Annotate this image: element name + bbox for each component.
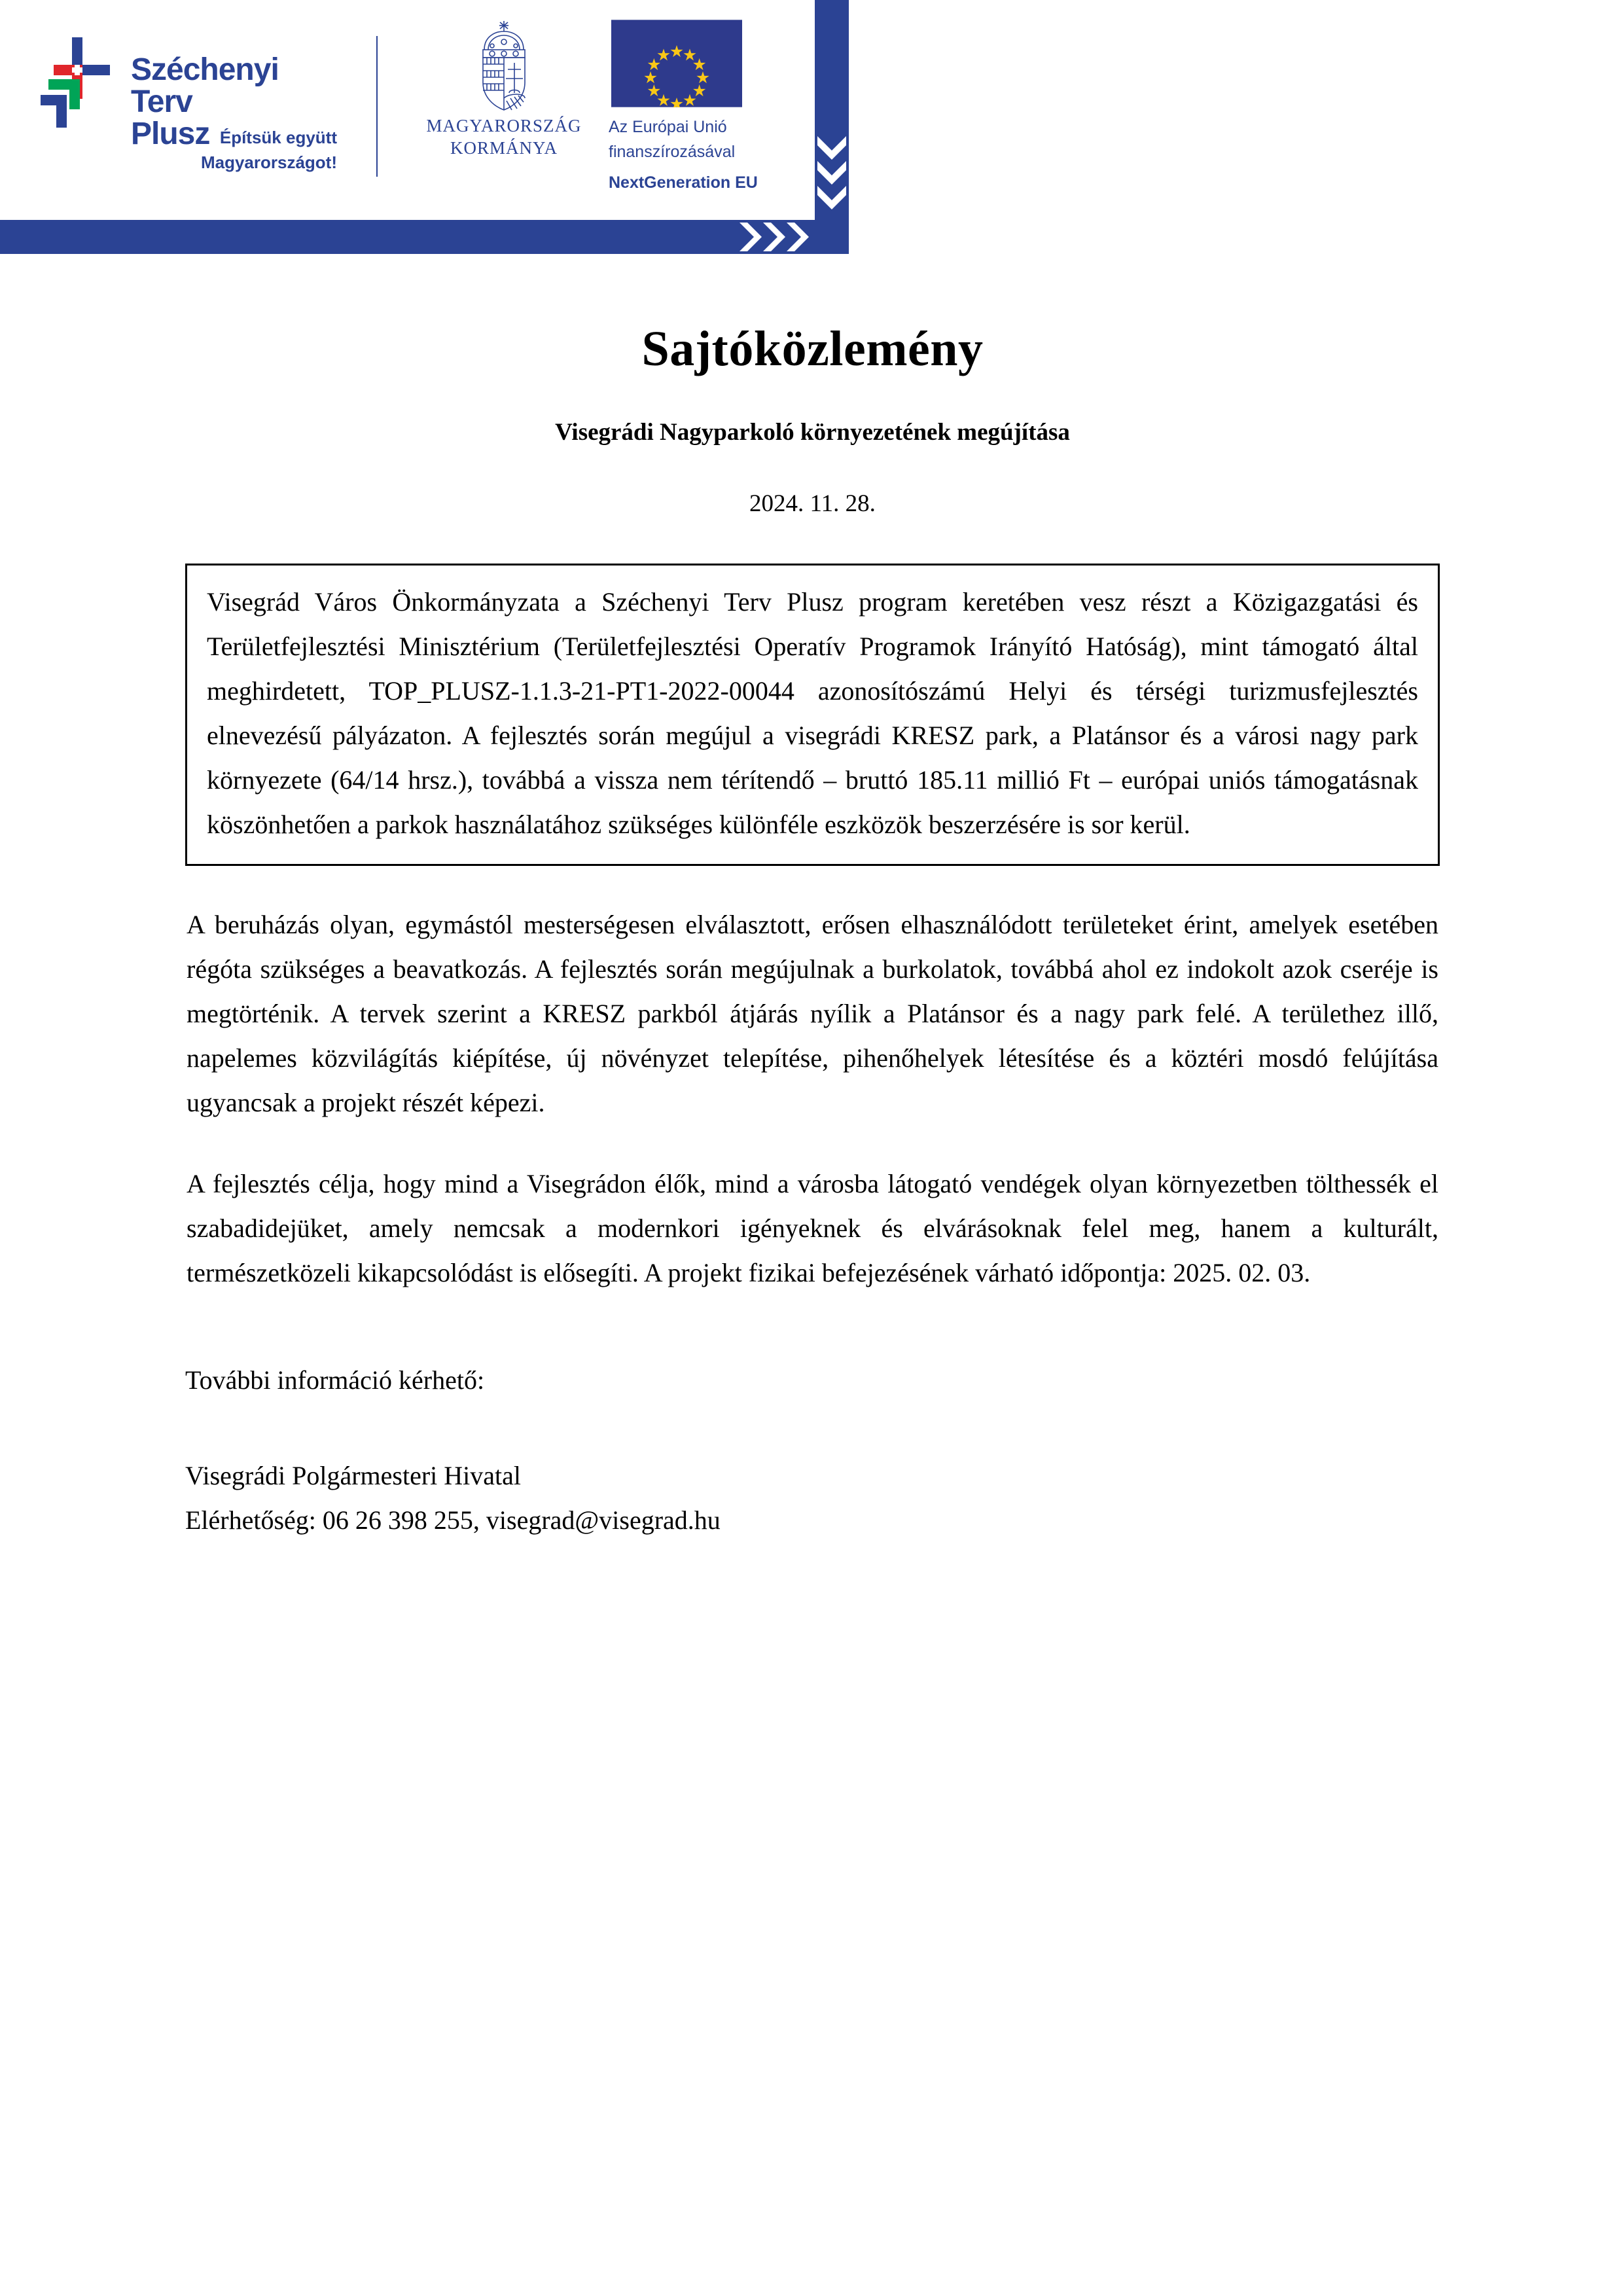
szechenyi-tagline-2: Magyarországot! (200, 152, 337, 172)
logo-divider (376, 36, 378, 177)
eu-line1: Az Európai Unió (609, 118, 727, 136)
european-union-wordmark (609, 115, 805, 196)
szechenyi-terv-plusz-logo (39, 36, 337, 173)
european-union-flag-icon (611, 20, 742, 107)
szechenyi-line1: Széchenyi Terv (131, 52, 279, 119)
eu-line3: NextGeneration EU (609, 173, 758, 192)
contact-details: Elérhetőség: 06 26 398 255, visegrad@visegrad.hu (185, 1505, 721, 1535)
document-body (185, 281, 1440, 1543)
hungary-government-logo (419, 20, 589, 160)
contact-office: Visegrádi Polgármesteri Hivatal (185, 1461, 522, 1490)
chevrons-down-icon (815, 131, 849, 223)
eu-line2: finanszírozásával (609, 142, 736, 161)
hungary-government-wordmark (419, 115, 589, 160)
publication-date: 2024. 11. 28. (749, 490, 876, 517)
european-union-logo (609, 20, 805, 196)
highlight-box (185, 564, 1440, 866)
body-paragraph-3: A fejlesztés célja, hogy mind a Visegrádon élők, mind a városba látogató vendégek olyan környezetben tölthessék el szabadidejüket, amely nemcsak a modernkori igényeknek és elvárásoknak felel meg, hanem a kulturált, természetközeli kikapcsolódást is elősegíti. A projekt fizikai befejezésének várható időpontja: 2025. 02. 03. (187, 1169, 1438, 1287)
contact-block (185, 1358, 1440, 1543)
contact-lead: További információ kérhető: (185, 1365, 485, 1395)
szechenyi-tagline (200, 126, 337, 175)
szechenyi-tagline-1: Építsük együtt (219, 127, 337, 147)
szechenyi-line2: Plusz (131, 116, 210, 151)
header-horizontal-bar (0, 220, 831, 254)
hungarian-coat-of-arms-icon (473, 20, 535, 111)
header-banner (0, 0, 1623, 262)
highlight-paragraph: Visegrád Város Önkormányzata a Széchenyi Terv Plusz program keretében vesz részt a Közigazgatási és Területfejlesztési Minisztérium (Területfejlesztési Operatív Programok Irányító Hatóság), mint támogató által meghirdetett, TOP_PLUSZ-1.1.3-21-PT1-2022-00044 azonosítószámú Helyi és térségi turizmusfejlesztés elnevezésű pályázaton. A fejlesztés során megújul a visegrádi KRESZ park, a Platánsor és a városi nagy park környezete (64/14 hrsz.), továbbá a vissza nem térítendő – bruttó 185.11 millió Ft – európai uniós támogatásnak köszönhetően a parkok használatához szükséges különféle eszközök beszerzésére is sor kerül. (207, 587, 1418, 839)
hungary-line1: MAGYARORSZÁG (426, 116, 582, 135)
szechenyi-cross-icon (39, 36, 124, 134)
szechenyi-wordmark (131, 54, 340, 175)
logo-strip (0, 0, 815, 220)
page-title: Sajtóközlemény (641, 321, 984, 376)
hungary-line2: KORMÁNYA (450, 137, 558, 158)
body-paragraph-2: A beruházás olyan, egymástól mesterségesen elválasztott, erősen elhasználódott területeket érint, amelyek esetében régóta szükséges a beavatkozás. A fejlesztés során megújulnak a burkolatok, továbbá ahol ez indokolt azok cseréje is megtörténik. A tervek szerint a KRESZ parkból átjárás nyílik a Platánsor és a nagy park felé. A területhez illő, napelemes közvilágítás kiépítése, új növényzet telepítése, pihenőhelyek létesítése és a köztéri mosdó felújítása ugyancsak a projekt részét képezi. (187, 910, 1438, 1117)
chevrons-right-icon (733, 220, 831, 254)
page-subtitle: Visegrádi Nagyparkoló környezetének megújítása (555, 419, 1070, 446)
